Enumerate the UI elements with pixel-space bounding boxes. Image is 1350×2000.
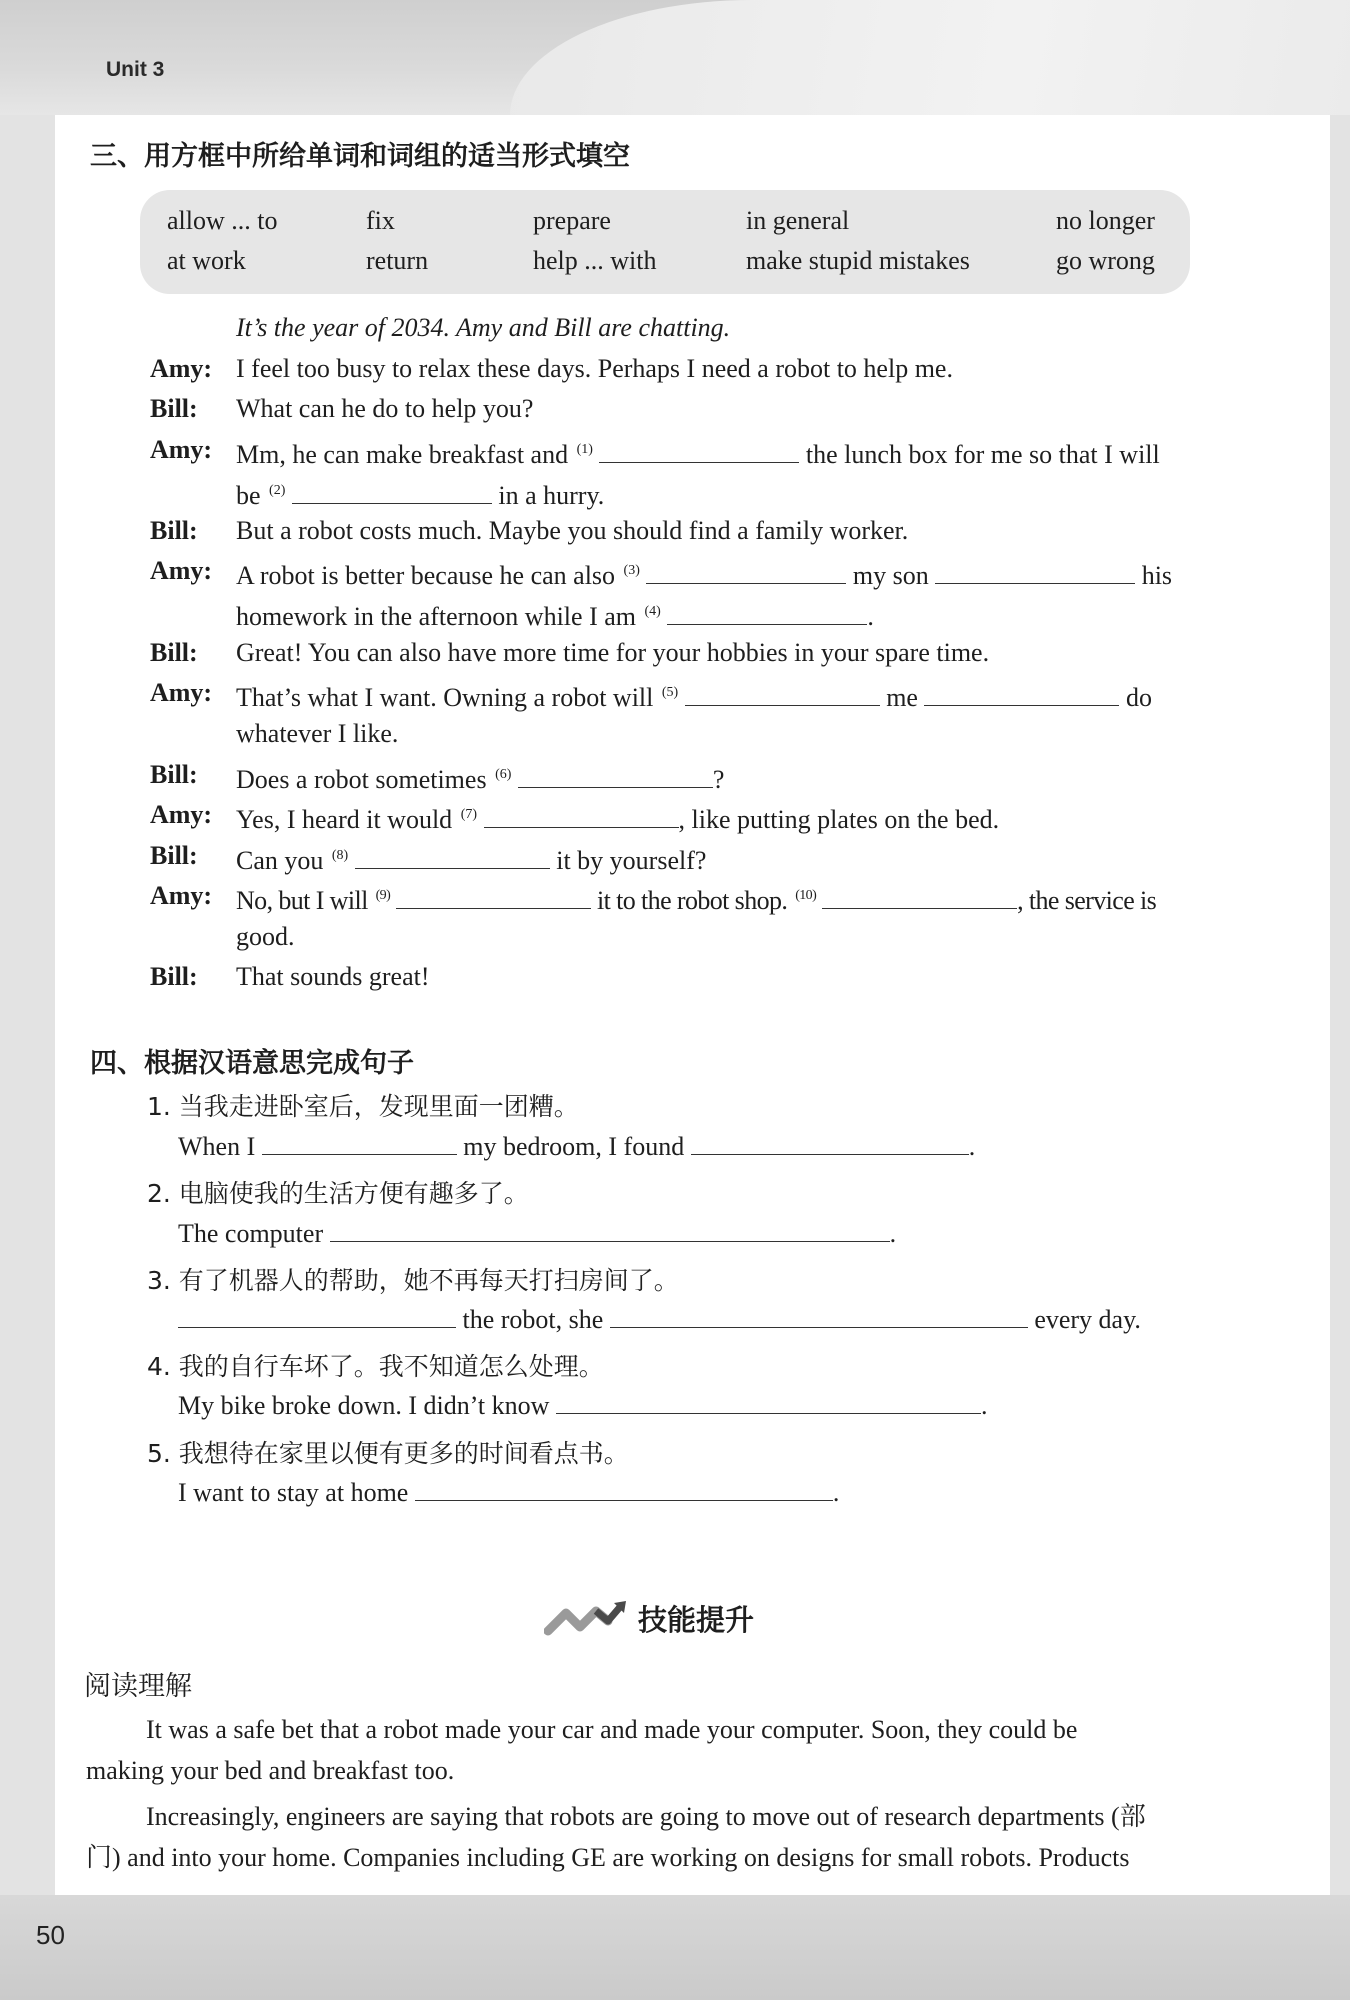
dialogue-text: ? xyxy=(712,765,725,794)
speaker-bill: Bill: xyxy=(150,962,198,991)
speaker-amy: Amy: xyxy=(150,678,213,707)
answer-blank[interactable] xyxy=(691,1132,969,1155)
dialogue-line xyxy=(236,881,1156,916)
reading-line: Increasingly, engineers are saying that robots are going to move out of research departments (部 xyxy=(146,1802,1146,1831)
dialogue-text: the lunch box for me so that I will xyxy=(805,440,1160,469)
section4-title: 四、根据汉语意思完成句子 xyxy=(90,1048,414,1079)
prompt-text: every day. xyxy=(1034,1305,1141,1334)
dialogue-line xyxy=(236,435,1160,470)
dialogue-text: Can you xyxy=(236,846,324,875)
skills-title: 技能提升 xyxy=(638,1603,755,1637)
reading-title: 阅读理解 xyxy=(84,1671,192,1702)
dialogue-text: , the service is xyxy=(1017,886,1157,915)
answer-blank-5b[interactable] xyxy=(924,683,1119,706)
blank-number: (3) xyxy=(623,563,640,578)
question-cn-1: 1. 当我走进卧室后，发现里面一团糟。 xyxy=(147,1092,579,1121)
dialogue-text: his xyxy=(1141,561,1173,590)
word-item: prepare xyxy=(533,206,611,235)
question-en-4 xyxy=(178,1391,987,1421)
dialogue-line xyxy=(236,800,999,835)
dialogue-text: be xyxy=(236,481,261,510)
answer-blank-5a[interactable] xyxy=(685,683,880,706)
answer-blank-1[interactable] xyxy=(599,440,799,463)
dialogue-line xyxy=(236,556,1172,591)
dialogue-line xyxy=(236,678,1152,713)
dialogue-text: Yes, I heard it would xyxy=(236,805,453,834)
dialogue-line: What can he do to help you? xyxy=(236,394,534,423)
dialogue-text: it to the robot shop. xyxy=(596,886,788,915)
answer-blank[interactable] xyxy=(330,1219,890,1242)
dialogue-line: Great! You can also have more time for your hobbies in your spare time. xyxy=(236,638,990,667)
answer-blank[interactable] xyxy=(262,1132,457,1155)
question-en-3 xyxy=(178,1305,1141,1335)
dialogue-text: it by yourself? xyxy=(556,846,707,875)
dialogue-text: in a hurry. xyxy=(498,481,605,510)
blank-number: (1) xyxy=(576,442,593,457)
dialogue-text: No, but I will xyxy=(236,886,368,915)
prompt-text: the robot, she xyxy=(462,1305,604,1334)
blank-number: (5) xyxy=(661,685,679,700)
blank-number: (4) xyxy=(644,604,661,619)
word-item: at work xyxy=(167,246,246,275)
dialogue-text: , like putting plates on the bed. xyxy=(678,805,1000,834)
skills-heading xyxy=(544,1598,754,1639)
question-cn-3: 3. 有了机器人的帮助，她不再每天打扫房间了。 xyxy=(147,1266,679,1295)
prompt-text: . xyxy=(832,1478,840,1507)
unit-label: Unit 3 xyxy=(106,58,165,81)
speaker-bill: Bill: xyxy=(150,394,198,423)
word-item: in general xyxy=(746,206,850,235)
question-en-1 xyxy=(178,1132,975,1162)
dialogue-line xyxy=(236,760,724,795)
answer-blank-3a[interactable] xyxy=(646,561,846,584)
speaker-amy: Amy: xyxy=(150,556,213,585)
answer-blank-8[interactable] xyxy=(355,846,550,869)
section3-title: 三、用方框中所给单词和词组的适当形式填空 xyxy=(90,141,630,172)
speaker-amy: Amy: xyxy=(150,435,213,464)
dialogue-text: do xyxy=(1125,683,1152,712)
word-item: return xyxy=(366,246,429,275)
answer-blank[interactable] xyxy=(415,1478,833,1501)
blank-number: (10) xyxy=(795,888,817,903)
reading-line: It was a safe bet that a robot made your car and made your computer. Soon, they could be xyxy=(146,1715,1078,1744)
word-item: make stupid mistakes xyxy=(746,246,970,275)
prompt-text: The computer xyxy=(178,1219,324,1248)
speaker-bill: Bill: xyxy=(150,638,198,667)
answer-blank-4[interactable] xyxy=(667,602,867,625)
dialogue-text: Mm, he can make breakfast and xyxy=(236,440,569,469)
blank-number: (6) xyxy=(495,767,512,782)
answer-blank-7[interactable] xyxy=(484,805,679,828)
dialogue-text: That’s what I want. Owning a robot will xyxy=(236,683,654,712)
word-item: fix xyxy=(366,206,395,235)
dialogue-text: homework in the afternoon while I am xyxy=(236,602,636,631)
dialogue-line xyxy=(236,841,706,876)
prompt-text: . xyxy=(980,1391,988,1420)
prompt-text: I want to stay at home xyxy=(178,1478,409,1507)
prompt-text: . xyxy=(889,1219,897,1248)
bottom-band xyxy=(0,1895,1350,2000)
reading-line: 门) and into your home. Companies including GE are working on designs for small robots. Products xyxy=(86,1843,1130,1872)
answer-blank-10[interactable] xyxy=(822,886,1017,909)
dialogue-line: I feel too busy to relax these days. Perhaps I need a robot to help me. xyxy=(236,354,953,383)
speaker-bill: Bill: xyxy=(150,760,198,789)
dialogue-line xyxy=(236,597,874,632)
blank-number: (8) xyxy=(331,848,349,863)
page-number: 50 xyxy=(36,1920,65,1950)
dialogue-line xyxy=(236,476,604,511)
question-cn-4: 4. 我的自行车坏了。我不知道怎么处理。 xyxy=(147,1352,604,1381)
speaker-bill: Bill: xyxy=(150,841,198,870)
answer-blank[interactable] xyxy=(556,1391,981,1414)
word-item: allow ... to xyxy=(167,206,278,235)
answer-blank-2[interactable] xyxy=(292,481,492,504)
dialogue-text: me xyxy=(886,683,918,712)
word-item: no longer xyxy=(1056,206,1155,235)
answer-blank-3b[interactable] xyxy=(935,561,1135,584)
word-box xyxy=(140,190,1190,294)
dialogue-line: good. xyxy=(236,922,295,951)
dialogue-line: whatever I like. xyxy=(236,719,399,748)
speaker-amy: Amy: xyxy=(150,800,213,829)
dialogue-text: Does a robot sometimes xyxy=(236,765,487,794)
speaker-amy: Amy: xyxy=(150,354,213,383)
reading-line: making your bed and breakfast too. xyxy=(86,1756,455,1785)
speaker-amy: Amy: xyxy=(150,881,213,910)
dialogue-text: A robot is better because he can also xyxy=(236,561,616,590)
answer-blank-9[interactable] xyxy=(396,886,591,909)
question-en-5 xyxy=(178,1478,839,1508)
blank-number: (7) xyxy=(460,807,478,822)
top-band xyxy=(0,0,1350,115)
prompt-text: My bike broke down. I didn’t know xyxy=(178,1391,550,1420)
question-cn-5: 5. 我想待在家里以便有更多的时间看点书。 xyxy=(147,1439,629,1468)
dialogue-text: . xyxy=(867,602,874,631)
dialogue-line: But a robot costs much. Maybe you should find a family worker. xyxy=(236,516,909,545)
word-item: help ... with xyxy=(533,246,657,275)
dialogue-intro: It’s the year of 2034. Amy and Bill are chatting. xyxy=(236,313,731,342)
dialogue-line: That sounds great! xyxy=(236,962,430,991)
word-item: go wrong xyxy=(1056,246,1155,275)
blank-number: (2) xyxy=(269,483,286,498)
question-en-2 xyxy=(178,1219,896,1249)
blank-number: (9) xyxy=(375,888,391,903)
trend-up-icon xyxy=(544,1599,628,1639)
speaker-bill: Bill: xyxy=(150,516,198,545)
answer-blank-6[interactable] xyxy=(518,765,713,788)
prompt-text: . xyxy=(968,1132,976,1161)
question-cn-2: 2. 电脑使我的生活方便有趣多了。 xyxy=(147,1179,529,1208)
answer-blank[interactable] xyxy=(178,1305,456,1328)
answer-blank[interactable] xyxy=(610,1305,1028,1328)
dialogue-text: my son xyxy=(852,561,929,590)
prompt-text: When I xyxy=(178,1132,256,1161)
prompt-text: my bedroom, I found xyxy=(463,1132,685,1161)
